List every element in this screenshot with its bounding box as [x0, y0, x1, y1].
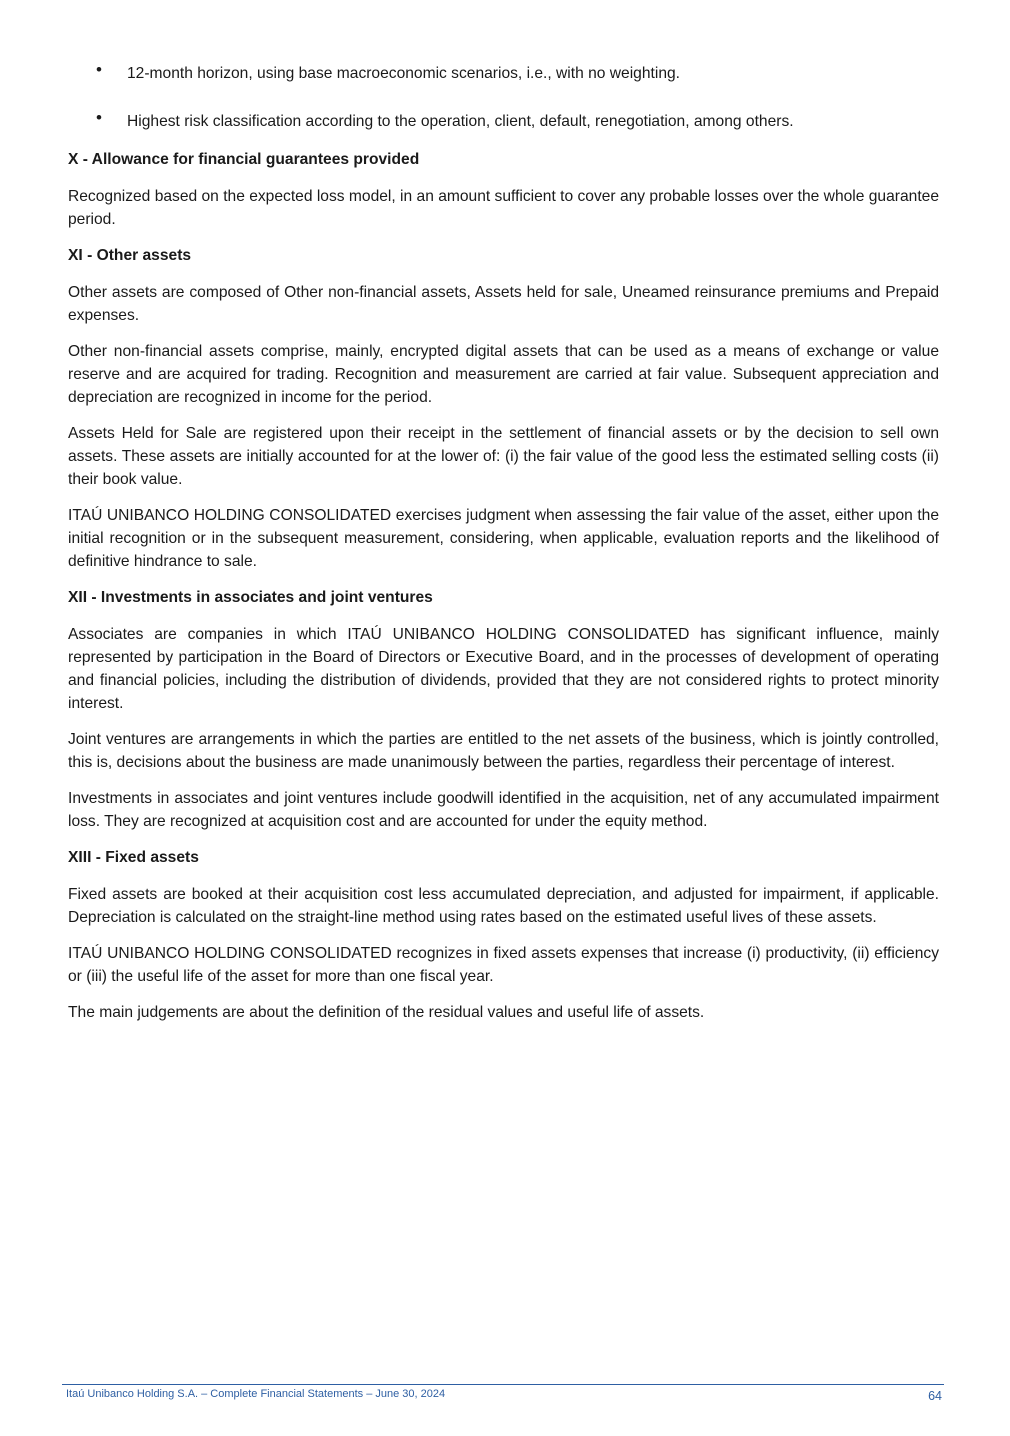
paragraph: Joint ventures are arrangements in which the parties are entitled to the net assets of the business, which is jointly controlled, this is, decisions about the business are made unanimously between the parties, regardless their percentage of interest.: [68, 731, 939, 771]
footer-divider: [62, 1384, 944, 1385]
section-heading-xii: XII - Investments in associates and joint ventures: [68, 589, 433, 606]
paragraph: Other non-financial assets comprise, mainly, encrypted digital assets that can be used as a means of exchange or value reserve and are acquired for trading. Recognition and measurement are carried at fair value. Subsequent appreciation and depreciation are recognized in income for the period.: [68, 343, 939, 406]
bullet-icon: •: [96, 108, 102, 127]
paragraph: The main judgements are about the definition of the residual values and useful life of assets.: [68, 1004, 705, 1021]
footer-title: Itaú Unibanco Holding S.A. – Complete Financial Statements – June 30, 2024: [66, 1388, 446, 1400]
bullet-item: [68, 110, 939, 133]
section-heading-xiii: XIII - Fixed assets: [68, 849, 199, 866]
paragraph: Recognized based on the expected loss model, in an amount sufficient to cover any probable losses over the whole guarantee period.: [68, 188, 939, 228]
document-body: [68, 62, 939, 1037]
paragraph: Investments in associates and joint ventures include goodwill identified in the acquisition, net of any accumulated impairment loss. They are recognized at acquisition cost and are accounted for under the equity method.: [68, 790, 939, 830]
bullet-text: 12-month horizon, using base macroeconomic scenarios, i.e., with no weighting.: [127, 65, 680, 82]
paragraph: Other assets are composed of Other non-financial assets, Assets held for sale, Uneamed reinsurance premiums and Prepaid expenses.: [68, 284, 939, 324]
paragraph: Associates are companies in which ITAÚ UNIBANCO HOLDING CONSOLIDATED has significant influence, mainly represented by participation in the Board of Directors or Executive Board, and in the processes of development of operating and financial policies, including the distribution of dividends, provided that they are not considered rights to protect minority interest.: [68, 626, 939, 712]
paragraph: ITAÚ UNIBANCO HOLDING CONSOLIDATED recognizes in fixed assets expenses that increase (i) productivity, (ii) efficiency or (iii) the useful life of the asset for more than one fiscal year.: [68, 945, 939, 985]
bullet-icon: •: [96, 60, 102, 79]
section-heading-xi: XI - Other assets: [68, 247, 192, 264]
bullet-text: Highest risk classification according to the operation, client, default, renegotiation, among others.: [127, 113, 794, 130]
paragraph: Fixed assets are booked at their acquisition cost less accumulated depreciation, and adjusted for impairment, if applicable. Depreciation is calculated on the straight-line method using rates based on the estimated useful lives of these assets.: [68, 886, 939, 926]
section-heading-x: X - Allowance for financial guarantees provided: [68, 151, 420, 168]
page-number: 64: [928, 1389, 942, 1403]
bullet-item: [68, 62, 939, 85]
paragraph: Assets Held for Sale are registered upon their receipt in the settlement of financial assets or by the decision to sell own assets. These assets are initially accounted for at the lower of: (i) the fair value of the good less the estimated selling costs (ii) their book value.: [68, 425, 939, 488]
paragraph: ITAÚ UNIBANCO HOLDING CONSOLIDATED exercises judgment when assessing the fair value of the asset, either upon the initial recognition or in the subsequent measurement, considering, when applicable, evaluation reports and the likelihood of definitive hindrance to sale.: [68, 507, 939, 570]
